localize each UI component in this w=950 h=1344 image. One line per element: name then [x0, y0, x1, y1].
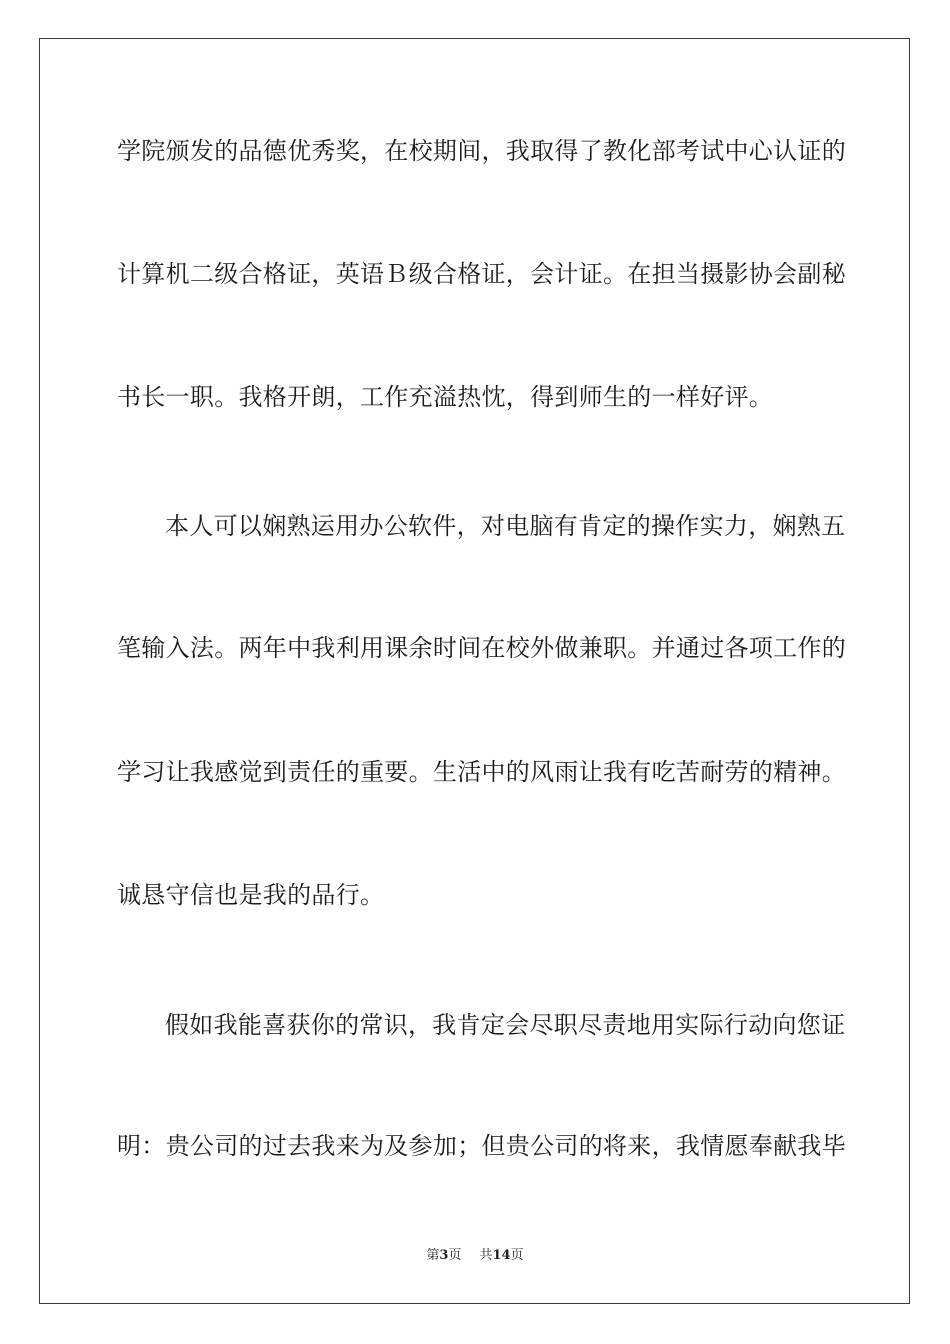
- total-suffix: 页: [510, 1248, 524, 1263]
- text-line-2: 计算机二级合格证，英语Ｂ级合格证，会计证。在担当摄影协会副秘: [117, 260, 846, 288]
- page-footer: [0, 1248, 950, 1264]
- text-line-7: 诚恳守信也是我的品行。: [117, 881, 385, 909]
- page-number: 3: [439, 1248, 449, 1263]
- text-line-9: 明：贵公司的过去我来为及参加；但贵公司的将来，我情愿奉献我毕: [117, 1132, 846, 1160]
- page-prefix: 第: [426, 1248, 440, 1263]
- page-border: [39, 38, 910, 1304]
- page-suffix: 页: [448, 1248, 462, 1263]
- text-line-3: 书长一职。我格开朗，工作充溢热忱，得到师生的一样好评。: [117, 383, 774, 411]
- text-line-8: 假如我能喜获你的常识，我肯定会尽职尽责地用实际行动向您证: [165, 1011, 846, 1039]
- total-prefix: 共: [479, 1248, 493, 1263]
- text-line-4: 本人可以娴熟运用办公软件，对电脑有肯定的操作实力，娴熟五: [165, 512, 846, 540]
- text-line-1: 学院颁发的品德优秀奖，在校期间，我取得了教化部考试中心认证的: [117, 137, 846, 165]
- total-pages: 14: [492, 1248, 511, 1263]
- text-line-6: 学习让我感觉到责任的重要。生活中的风雨让我有吃苦耐劳的精神。: [117, 758, 846, 786]
- text-line-5: 笔输入法。两年中我利用课余时间在校外做兼职。并通过各项工作的: [117, 634, 846, 662]
